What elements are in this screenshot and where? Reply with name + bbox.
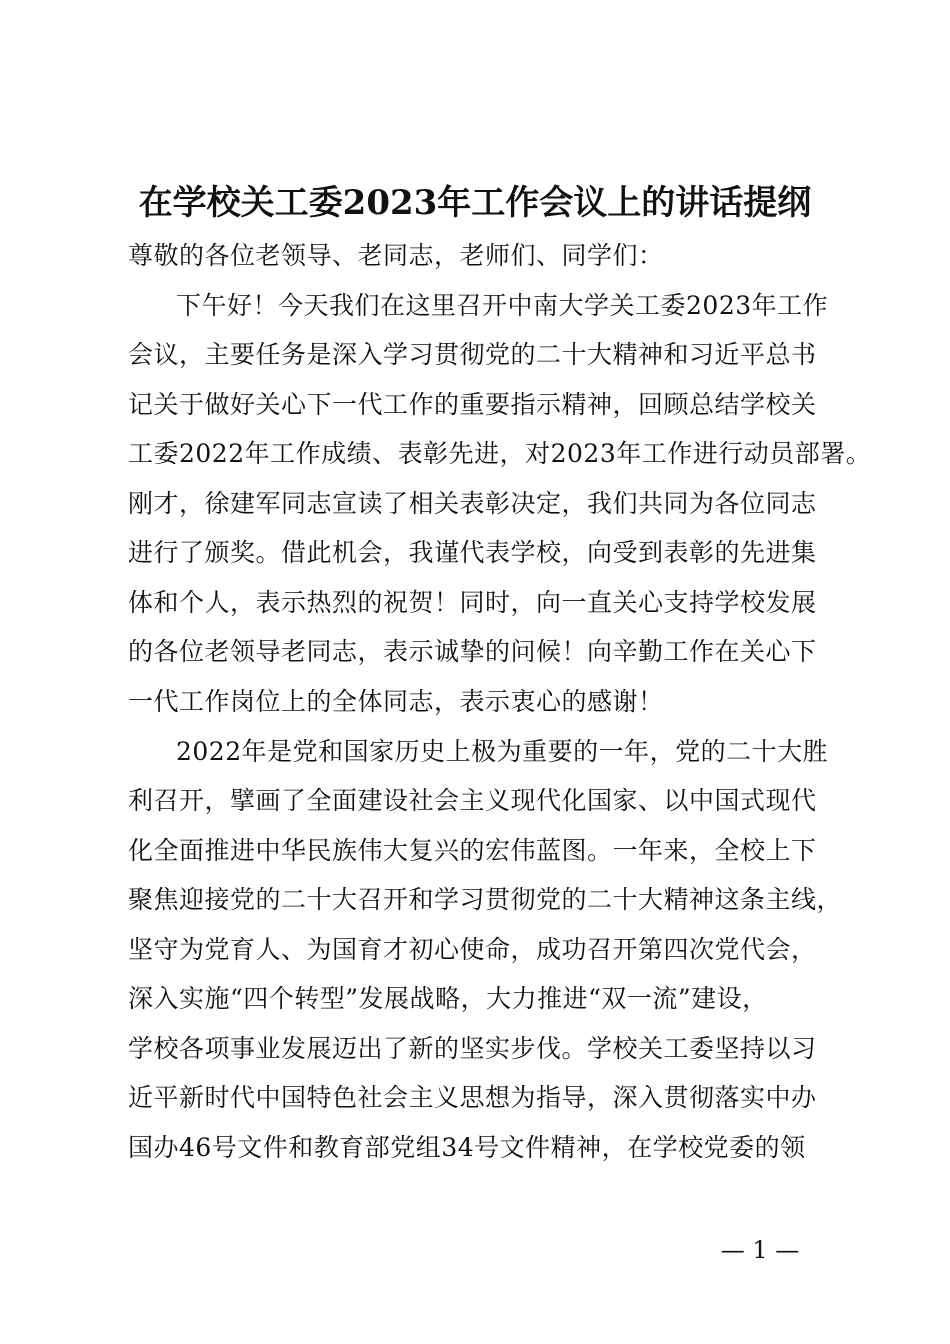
- paragraph-1-line-5: 刚才，徐建军同志宣读了相关表彰决定，我们共同为各位同志: [128, 489, 817, 518]
- paragraph-1-line-3: 记关于做好关心下一代工作的重要指示精神，回顾总结学校关: [128, 390, 817, 419]
- paragraph-1-line-2: 会议，主要任务是深入学习贯彻党的二十大精神和习近平总书: [128, 340, 817, 369]
- paragraph-1-line-7: 体和个人，表示热烈的祝贺！同时，向一直关心支持学校发展: [128, 588, 817, 617]
- paragraph-2-line-7: 学校各项事业发展迈出了新的坚实步伐。学校关工委坚持以习: [128, 1034, 817, 1063]
- paragraph-2-line-3: 化全面推进中华民族伟大复兴的宏伟蓝图。一年来，全校上下: [128, 836, 817, 865]
- paragraph-2-line-8: 近平新时代中国特色社会主义思想为指导，深入贯彻落实中办: [128, 1083, 817, 1112]
- paragraph-2-line-6: 深入实施“四个转型”发展战略，大力推进“双一流”建设，: [128, 984, 768, 1013]
- paragraph-1-line-4: 工委2022年工作成绩、表彰先进，对2023年工作进行动员部署。: [128, 439, 872, 468]
- paragraph-2-line-9: 国办46号文件和教育部党组34号文件精神，在学校党委的领: [128, 1133, 806, 1162]
- paragraph-2-line-5: 坚守为党育人、为国育才初心使命，成功召开第四次党代会，: [128, 935, 817, 964]
- paragraph-2-line-4: 聚焦迎接党的二十大召开和学习贯彻党的二十大精神这条主线，: [128, 885, 843, 914]
- document-title: 在学校关工委2023年工作会议上的讲话提纲: [138, 183, 812, 223]
- page-number: — 1 —: [720, 1236, 800, 1264]
- paragraph-2-line-2: 利召开，擘画了全面建设社会主义现代化国家、以中国式现代: [128, 786, 817, 815]
- paragraph-1-line-1: 下午好！今天我们在这里召开中南大学关工委2023年工作: [176, 291, 829, 320]
- salutation-line: 尊敬的各位老领导、老同志，老师们、同学们：: [128, 241, 664, 270]
- paragraph-2-line-1: 2022年是党和国家历史上极为重要的一年，党的二十大胜: [176, 737, 829, 766]
- paragraph-1-line-8: 的各位老领导老同志，表示诚挚的问候！向辛勤工作在关心下: [128, 637, 817, 666]
- paragraph-1-line-9: 一代工作岗位上的全体同志，表示衷心的感谢！: [128, 687, 664, 716]
- paragraph-1-line-6: 进行了颁奖。借此机会，我谨代表学校，向受到表彰的先进集: [128, 538, 817, 567]
